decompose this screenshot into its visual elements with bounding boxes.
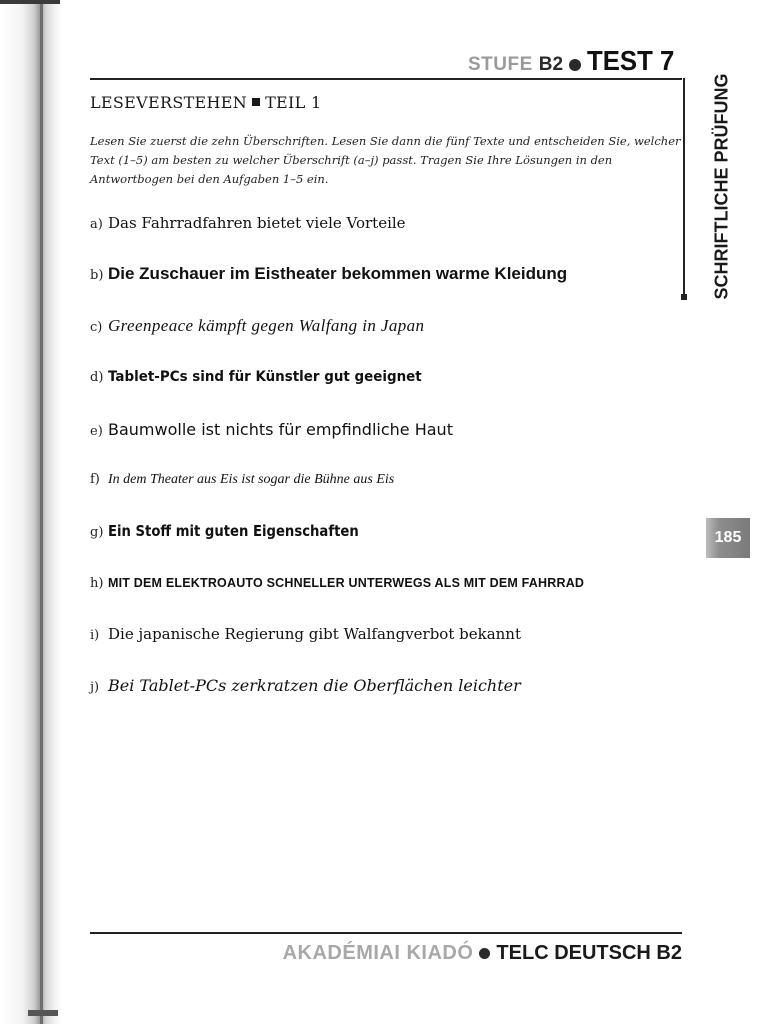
side-section-label [708, 66, 736, 306]
page-number-tab: 185 [706, 518, 750, 558]
page-header [468, 40, 682, 76]
heading-item-g [90, 522, 393, 540]
heading-letter: e) [90, 424, 103, 439]
heading-text: Ein Stoff mit guten Eigenschaften [108, 522, 359, 540]
heading-item-d [90, 369, 435, 385]
side-label-text: SCHRIFTLICHE PRÜFUNG [711, 73, 732, 299]
footer-series: TELC DEUTSCH B2 [496, 942, 682, 964]
heading-item-e [90, 420, 453, 439]
heading-text: In dem Theater aus Eis ist sogar die Bühne aus Eis [108, 472, 395, 487]
heading-text: Tablet-PCs sind für Künstler gut geeignet [108, 369, 422, 385]
header-bullet-icon [569, 59, 581, 71]
heading-letter: i) [90, 628, 100, 643]
heading-text: MIT DEM ELEKTROAUTO SCHNELLER UNTERWEGS ALS MIT DEM FAHRRAD [108, 576, 585, 590]
heading-item-f [90, 472, 394, 488]
heading-text: Die Zuschauer im Eistheater bekommen warme Kleidung [108, 264, 568, 283]
square-bullet-icon [252, 98, 260, 106]
binding-mark-top [0, 0, 60, 4]
heading-letter: g) [90, 525, 104, 540]
binding-line [40, 0, 43, 1024]
heading-letter: a) [90, 217, 103, 232]
heading-item-a [90, 214, 406, 232]
binding-edge [0, 0, 62, 1024]
heading-letter: d) [90, 370, 104, 385]
binding-mark-bottom [28, 1010, 58, 1016]
section-title [90, 93, 321, 112]
heading-letter: c) [90, 320, 103, 335]
heading-item-b [90, 264, 567, 284]
heading-item-h [90, 576, 584, 591]
heading-item-c [90, 316, 424, 336]
heading-text: Das Fahrradfahren bietet viele Vorteile [108, 214, 406, 232]
instructions-text: Lesen Sie zuerst die zehn Überschriften. Lesen Sie dann die fünf Texte und entscheiden Sie, welcher Text (1–5) am besten zu welcher Überschrift (a–j) passt. Tragen Sie Ihre Lösungen in den Antwortbogen bei den Aufgaben 1–5 ein. [90, 134, 681, 186]
heading-text: Bei Tablet-PCs zerkratzen die Oberflächen leichter [108, 676, 521, 695]
header-test-title: TEST 7 [587, 45, 675, 76]
section-title-part-b: TEIL 1 [265, 93, 322, 112]
page-footer [283, 942, 682, 965]
heading-item-i [90, 625, 521, 643]
header-stufe: STUFE [468, 54, 533, 75]
section-title-part-a: LESEVERSTEHEN [90, 93, 248, 112]
heading-text: Greenpeace kämpft gegen Walfang in Japan [108, 316, 425, 335]
heading-text: Die japanische Regierung gibt Walfangverbot bekannt [108, 625, 521, 643]
header-level: B2 [538, 54, 564, 75]
side-rule-end-mark [681, 294, 687, 300]
footer-bullet-icon [479, 948, 490, 959]
footer-publisher: AKADÉMIAI KIADÓ [282, 942, 474, 964]
heading-letter: f) [90, 472, 100, 487]
bottom-rule [90, 932, 682, 934]
heading-item-j [90, 676, 521, 695]
heading-letter: h) [90, 576, 104, 591]
heading-text: Baumwolle ist nichts für empfindliche Haut [108, 420, 453, 439]
heading-letter: b) [90, 268, 104, 283]
top-rule [90, 78, 682, 80]
heading-letter: j) [90, 680, 100, 695]
